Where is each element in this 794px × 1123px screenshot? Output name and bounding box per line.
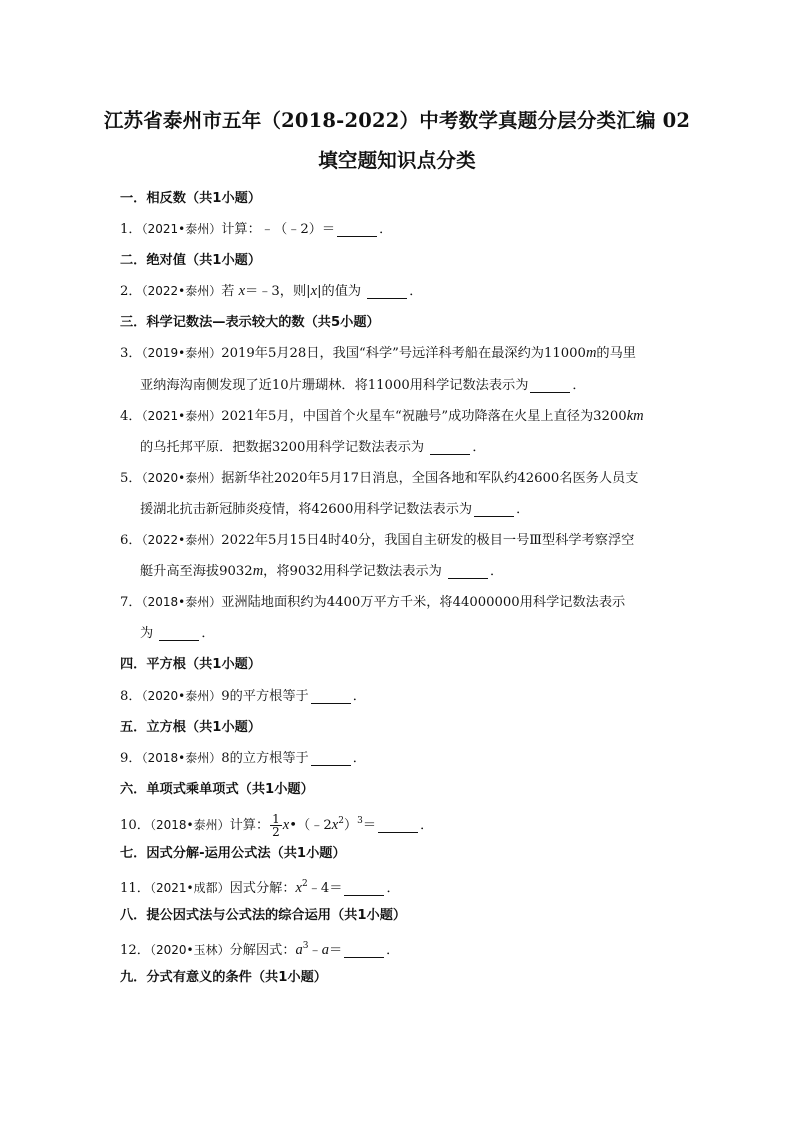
answer-blank (311, 687, 351, 704)
question-6: 6．（2022•泰州）2022年5月15日4时40分，我国自主研发的极目一号Ⅲ型科学考察浮空 (120, 533, 635, 549)
document-body (120, 183, 690, 993)
fraction-one-half: $\frac{1}{2}$ (272, 811, 280, 839)
section-heading-9: 九．分式有意义的条件（共1小题） (120, 970, 327, 986)
answer-blank (367, 282, 407, 299)
question-1: 1．（2021•泰州）计算：﹣（﹣2）＝ ． (120, 222, 393, 238)
answer-blank (159, 624, 199, 641)
answer-blank (311, 749, 351, 766)
section-heading-1: 一．相反数（共1小题） (120, 191, 262, 206)
question-4-continued: 的乌托邦平原．把数据3200用科学记数法表示为 ． (140, 439, 486, 455)
question-8: 8．（2020•泰州）9的平方根等于 ． (120, 688, 366, 704)
answer-blank (430, 438, 470, 455)
question-3-continued: 亚纳海沟南侧发现了近10片珊瑚林．将11000用科学记数法表示为 ． (140, 377, 586, 393)
answer-blank (474, 500, 514, 517)
document-title-line-1: 江苏省泰州市五年（2018-2022）中考数学真题分层分类汇编 02 (103, 109, 691, 132)
answer-blank (378, 816, 418, 833)
question-7: 7．（2018•泰州）亚洲陆地面积约为4400万平方千米，将44000000用科学记数法表示 (120, 595, 626, 611)
section-heading-3: 三．科学记数法—表示较大的数（共5小题） (120, 315, 380, 331)
section-heading-7: 七．因式分解-运用公式法（共1小题） (120, 845, 346, 861)
question-11: 11．（2021•成都）因式分解：$x^2﹣4=$ ． (120, 878, 400, 896)
question-5: 5．（2020•泰州）据新华社2020年5月17日消息，全国各地和军队约42600名医务人员支 (120, 470, 639, 486)
question-2: 2．（2022•泰州）若 x＝﹣3，则|x|的值为 ． (120, 283, 423, 300)
document-title-line-2: 填空题知识点分类 (318, 149, 476, 172)
question-6-continued: 艇升高至海拔9032m，将9032用科学记数法表示为 ． (140, 563, 504, 580)
question-10: 10．（2018•泰州）计算： $\frac{1}{2}$ $x•(﹣2x^2)^3=$ ． (120, 811, 434, 839)
question-12: 12．（2020•玉林）分解因式：$a^3﹣a=$ ． (120, 941, 400, 959)
answer-blank (337, 220, 377, 237)
question-5-continued: 援湖北抗击新冠肺炎疫情，将42600用科学记数法表示为 ． (140, 501, 530, 517)
question-7-continued: 为 ． (140, 626, 215, 642)
question-3: 3．（2019•泰州）2019年5月28日，我国“科学”号远洋科考船在最深约为11000m的马里 (120, 345, 636, 362)
question-4: 4．（2021•泰州）2021年5月，中国首个火星车“祝融号”成功降落在火星上直径为3200km (120, 407, 644, 424)
answer-blank (530, 376, 570, 393)
answer-blank (448, 562, 488, 579)
question-9: 9．（2018•泰州）8的立方根等于 ． (120, 750, 366, 766)
section-heading-8: 八．提公因式法与公式法的综合运用（共1小题） (120, 908, 407, 924)
section-heading-2: 二．绝对值（共1小题） (120, 253, 262, 269)
answer-blank (344, 879, 384, 896)
answer-blank (344, 941, 384, 958)
section-heading-4: 四．平方根（共1小题） (120, 657, 262, 673)
section-heading-5: 五．立方根（共1小题） (120, 719, 262, 735)
section-heading-6: 六．单项式乘单项式（共1小题） (120, 781, 314, 797)
